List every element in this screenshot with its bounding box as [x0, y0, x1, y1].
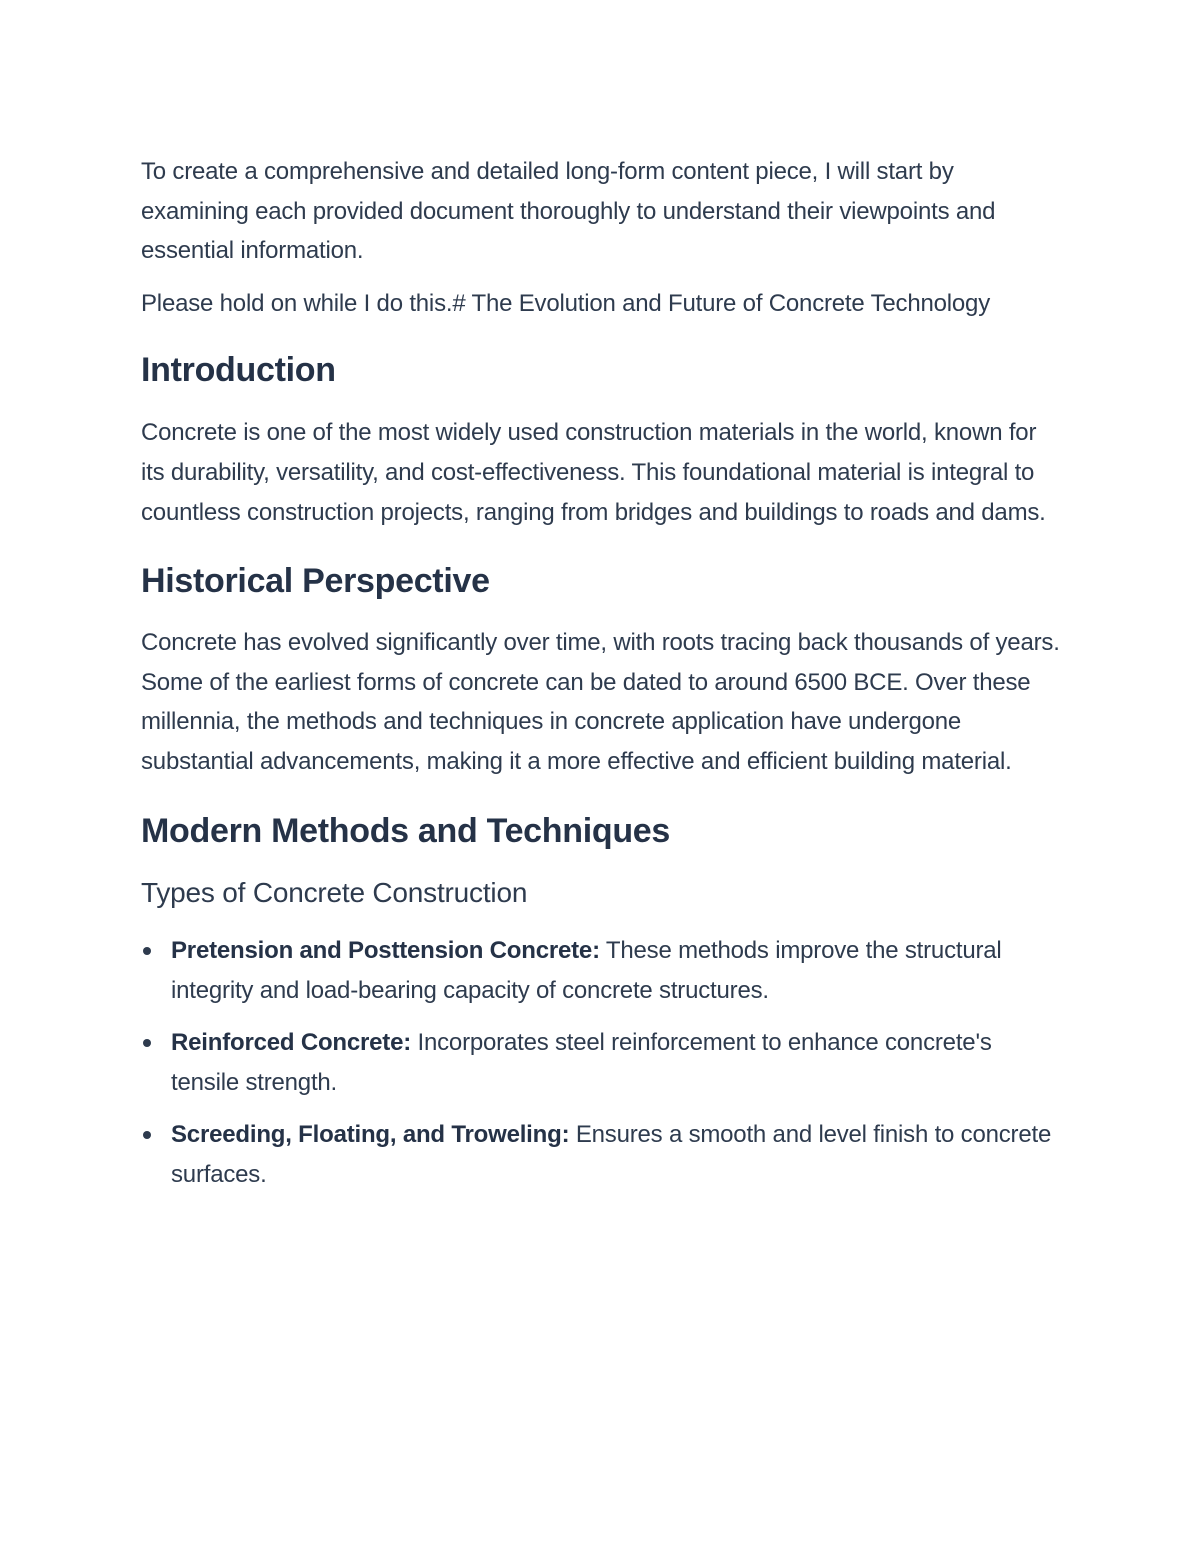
list-item-text: Incorporates steel reinforcement to enhance concrete's tensile strength. — [171, 1028, 992, 1096]
section-heading-introduction: Introduction — [141, 351, 336, 390]
section-heading-historical: Historical Perspective — [141, 562, 490, 601]
list-item — [141, 1023, 1066, 1103]
construction-types-list — [141, 931, 1066, 1195]
bullet-icon — [143, 947, 151, 955]
list-item-text: Ensures a smooth and level finish to concrete surfaces. — [171, 1120, 1052, 1188]
bullet-icon — [143, 1131, 151, 1139]
document-page — [141, 152, 1066, 1207]
list-item-term: Pretension and Posttension Concrete: — [171, 936, 600, 964]
list-item-text: These methods improve the structural integrity and load-bearing capacity of concrete structures. — [171, 936, 1002, 1004]
historical-paragraph: Concrete has evolved significantly over time, with roots tracing back thousands of years. Some of the earliest forms of concrete can be dated to around 6500 BCE. Over these millennia, the methods and techniques in concrete application have undergone substantial advancements, making it a more effective and efficient building material. — [141, 629, 1060, 775]
intro-paragraph: Please hold on while I do this.# The Evolution and Future of Concrete Technology — [141, 289, 990, 317]
intro-paragraph: To create a comprehensive and detailed long-form content piece, I will start by examining each provided document thoroughly to understand their viewpoints and essential information. — [141, 158, 996, 265]
section-heading-modern: Modern Methods and Techniques — [141, 811, 671, 850]
list-item — [141, 1115, 1066, 1195]
bullet-icon — [143, 1039, 151, 1047]
list-item-term: Screeding, Floating, and Troweling: — [171, 1120, 570, 1148]
subsection-heading-types: Types of Concrete Construction — [141, 876, 528, 908]
list-item — [141, 931, 1066, 1011]
introduction-paragraph: Concrete is one of the most widely used construction materials in the world, known for its durability, versatility, and cost-effectiveness. This foundational material is integral to countless construction projects, ranging from bridges and buildings to roads and dams. — [141, 419, 1046, 526]
list-item-term: Reinforced Concrete: — [171, 1028, 412, 1056]
